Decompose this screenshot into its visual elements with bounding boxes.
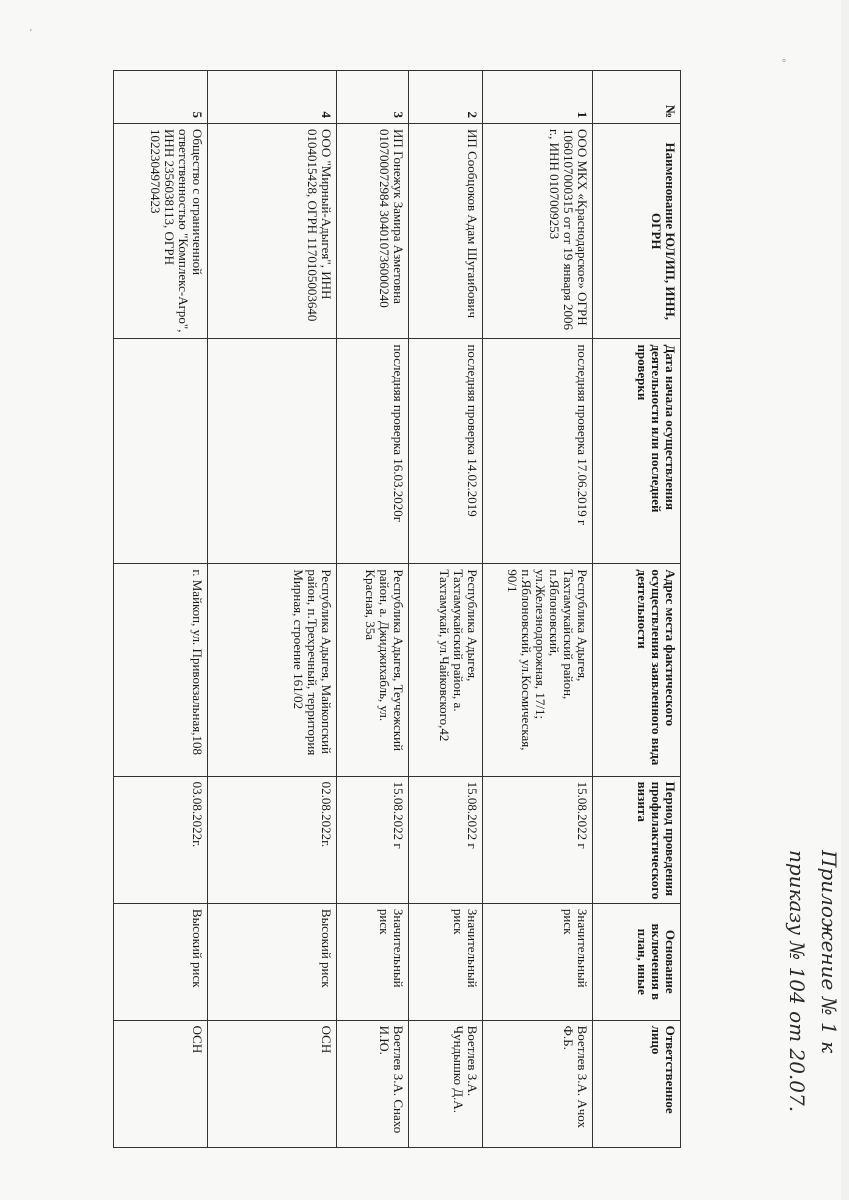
cell-period: 15.08.2022 г (482, 776, 592, 903)
rotated-table-layer (113, 70, 681, 1148)
cell-address: Республика Адыгея, Майкопский район, п.Трехречный, территория Мирная, строение 161/02 (207, 564, 336, 776)
cell-period: 15.08.2022 г (408, 776, 482, 903)
cell-address: г. Майкоп, ул. Привокзальная,108 (114, 564, 208, 776)
scan-speck: ' (30, 28, 32, 39)
cell-date: последняя проверка 14.02.2019 (408, 339, 482, 564)
cell-date: последняя проверка 16.03.2020г (336, 339, 408, 564)
table-row (114, 71, 208, 1148)
cell-name: ООО МКХ «Краснодарское» ОГРН 1060107000315 от от 19 января 2006 г., ИНН 0107009253 (482, 124, 592, 339)
cell-address: Республика Адыгея, Тахтамукайский район, п.Яблоновский, ул.Железнодорожная, 17/1; п.Яблоновский, ул.Космическая, 90/1 (482, 564, 592, 776)
header-name: Наименование ЮЛ/ИП, ИНН, ОГРН (592, 124, 680, 339)
cell-basis: Значительный риск (408, 903, 482, 1020)
table-row (482, 71, 592, 1148)
cell-responsible: Воетлев З.А. Чундышко Д.А. (408, 1020, 482, 1147)
table-row (207, 71, 336, 1148)
cell-responsible: Воетлев З.А. Ачох Ф.Б. (482, 1020, 592, 1147)
cell-name: Общество с ограниченной ответственностью "Комплекс-Агро", ИНН 2356038113, ОГРН 1022304970423 (114, 124, 208, 339)
cell-name: ООО "Мирный-Адыгея", ИНН 0104015428, ОГРН 1170105003640 (207, 124, 336, 339)
header-basis: Основание включения в план, иные (592, 903, 680, 1020)
inspection-plan-table (113, 70, 681, 1148)
table-row (408, 71, 482, 1148)
cell-period: 02.08.2022г. (207, 776, 336, 903)
cell-responsible: Воетлев З.А. Снахо И.Ю. (336, 1020, 408, 1147)
cell-name: ИП Сообцоков Адам Шугаибович (408, 124, 482, 339)
cell-responsible: ОСН (207, 1020, 336, 1147)
cell-basis: Значительный риск (336, 903, 408, 1020)
cell-date (114, 339, 208, 564)
cell-num: 4 (207, 71, 336, 124)
cell-address: Республика Адыгея, Теучежский район, а. Джиджихабль, ул. Красная, 35а (336, 564, 408, 776)
cell-num: 2 (408, 71, 482, 124)
table-header-row (592, 71, 680, 1148)
cell-address: Республика Адыгея, Тахтамукайский район, а. Тахтамукай, ул.Чайковского,42 (408, 564, 482, 776)
table-row (336, 71, 408, 1148)
annotation-line-2: приказу № 104 от 20.07. (785, 850, 809, 1113)
header-address: Адрес места фактического осуществления заявленного вида деятельности (592, 564, 680, 776)
cell-num: 5 (114, 71, 208, 124)
cell-basis: Высокий риск (207, 903, 336, 1020)
annotation-line-1: Приложение № 1 к (817, 850, 841, 1054)
cell-basis: Высокий риск (114, 903, 208, 1020)
cell-date (207, 339, 336, 564)
cell-num: 1 (482, 71, 592, 124)
cell-basis: Значительный риск (482, 903, 592, 1020)
cell-period: 03.08.2022г. (114, 776, 208, 903)
header-num: № (592, 71, 680, 124)
header-responsible: Ответственное лицо (592, 1020, 680, 1147)
header-period: Период проведения профилактического визита (592, 776, 680, 903)
cell-date: последняя проверка 17.06.2019 г (482, 339, 592, 564)
cell-responsible: ОСН (114, 1020, 208, 1147)
header-date: Дата начала осуществления деятельности или последней проверки (592, 339, 680, 564)
cell-name: ИП Гонежук Замира Азметовна 010700072984 304010736000240 (336, 124, 408, 339)
handwritten-annotation (781, 850, 845, 1190)
cell-period: 15.08.2022 г (336, 776, 408, 903)
cell-num: 3 (336, 71, 408, 124)
scan-speck: ° (782, 58, 786, 69)
